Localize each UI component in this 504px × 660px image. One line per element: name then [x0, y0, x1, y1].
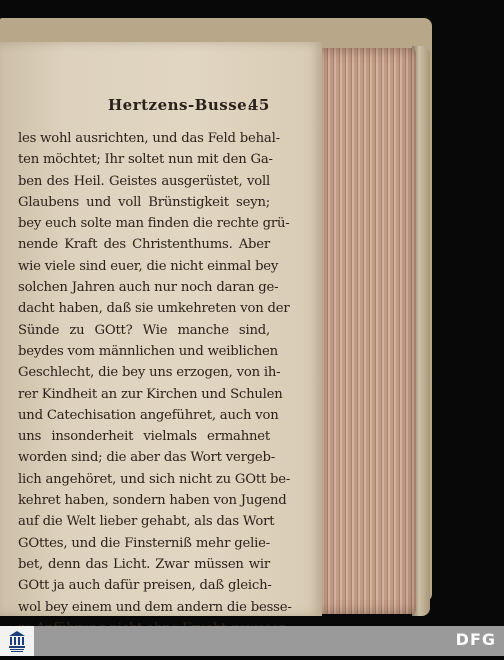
text-line: uns insonderheit vielmals ermahnet [18, 429, 270, 445]
text-block [18, 128, 292, 660]
text-line: lich angehöret, und sich nicht zu GOtt be- [18, 471, 291, 487]
text-line: worden sind; die aber das Wort vergeb- [18, 450, 276, 466]
book-page [0, 42, 322, 616]
text-line: wol bey einem und dem andern die besse- [18, 599, 292, 615]
text-line: ten möchtet; Ihr soltet nun mit den Ga- [18, 152, 273, 168]
text-line: GOttes, und die Finsterniß mehr gelie- [18, 535, 270, 551]
page-number: 45 [248, 96, 270, 114]
text-line: rer Kindheit an zur Kirchen und Schulen [18, 386, 283, 402]
running-title: Hertzens-Busse. [108, 96, 253, 114]
text-line: Geschlecht, die bey uns erzogen, von ih- [18, 365, 281, 381]
text-line: auf die Welt lieber gehabt, als das Wort [18, 514, 275, 530]
text-line: Sünde zu GOtt? Wie manche sind, [18, 322, 270, 338]
dfg-logo[interactable]: DFG [455, 630, 496, 649]
library-building-icon [8, 630, 26, 652]
text-line: und Catechisation angeführet, auch von [18, 407, 279, 423]
text-line: les wohl ausrichten, und das Feld behal- [18, 131, 280, 146]
text-line: dacht haben, daß sie umkehreten von der [18, 301, 290, 317]
text-line: ben des Heil. Geistes ausgerüstet, voll [18, 173, 270, 189]
text-line: bey euch solte man finden die rechte grü- [18, 216, 290, 232]
text-line: nende Kraft des Christenthums. Aber [18, 237, 270, 253]
text-line: kehret haben, sondern haben von Jugend [18, 493, 287, 509]
library-logo[interactable] [0, 626, 34, 656]
text-line: GOtt ja auch dafür preisen, daß gleich- [18, 578, 272, 594]
footer-bar [0, 626, 504, 656]
text-line: bet, denn das Licht. Zwar müssen wir [18, 556, 270, 572]
page-edges [318, 48, 416, 614]
text-line: beydes vom männlichen und weiblichen [18, 343, 278, 359]
book [0, 18, 432, 615]
text-line: solchen Jahren auch nur noch daran ge- [18, 280, 279, 296]
text-line: wie viele sind euer, die nicht einmal bey [18, 258, 279, 274]
text-line: Glaubens und voll Brünstigkeit seyn; [18, 194, 270, 210]
